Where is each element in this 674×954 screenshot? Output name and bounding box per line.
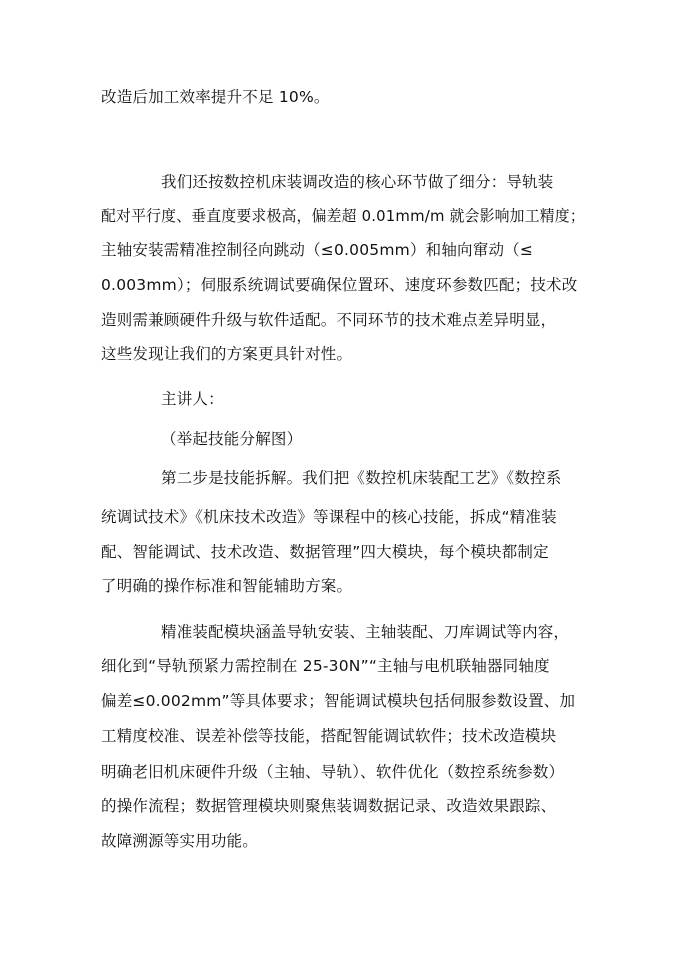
stage-direction: （举起技能分解图） bbox=[161, 430, 303, 448]
paragraph-6-line-2: 细化到“导轨预紧力需控制在 25-30N”“主轴与电机联轴器同轴度 bbox=[101, 657, 550, 675]
paragraph-2-line-4: 0.003mm）；伺服系统调试要确保位置环、速度环参数匹配；技术改 bbox=[101, 276, 578, 294]
paragraph-6-line-7: 故障溯源等实用功能。 bbox=[101, 832, 259, 850]
paragraph-5-line-1: 第二步是技能拆解。我们把《数控机床装配工艺》《数控系 bbox=[161, 469, 562, 487]
paragraph-6-line-3: 偏差≤0.002mm”等具体要求；智能调试模块包括伺服参数设置、加 bbox=[101, 692, 576, 710]
paragraph-2-line-6: 这些发现让我们的方案更具针对性。 bbox=[101, 345, 353, 363]
paragraph-6-line-4: 工精度校准、误差补偿等技能，搭配智能调试软件；技术改造模块 bbox=[101, 727, 557, 745]
speaker-label: 主讲人： bbox=[161, 390, 224, 408]
paragraph-1-line-1: 改造后加工效率提升不足 10%。 bbox=[101, 88, 330, 106]
paragraph-5-line-4: 了明确的操作标准和智能辅助方案。 bbox=[101, 577, 353, 595]
paragraph-5-line-3: 配、智能调试、技术改造、数据管理”四大模块，每个模块都制定 bbox=[101, 543, 549, 561]
paragraph-6-line-6: 的操作流程；数据管理模块则聚焦装调数据记录、改造效果跟踪、 bbox=[101, 797, 557, 815]
paragraph-6-line-1: 精准装配模块涵盖导轨安装、主轴装配、刀库调试等内容， bbox=[161, 623, 570, 641]
paragraph-2-line-5: 造则需兼顾硬件升级与软件适配。不同环节的技术难点差异明显， bbox=[101, 311, 557, 329]
paragraph-2-line-2: 配对平行度、垂直度要求极高，偏差超 0.01mm/m 就会影响加工精度； bbox=[101, 207, 585, 225]
paragraph-2-line-3: 主轴安装需精准控制径向跳动（≤0.005mm）和轴向窜动（≤ bbox=[101, 241, 534, 259]
paragraph-5-line-2: 统调试技术》《机床技术改造》等课程中的核心技能，拆成“精准装 bbox=[101, 508, 557, 526]
paragraph-2-line-1: 我们还按数控机床装调改造的核心环节做了细分：导轨装 bbox=[161, 173, 554, 191]
paragraph-6-line-5: 明确老旧机床硬件升级（主轴、导轨）、软件优化（数控系统参数） bbox=[101, 763, 565, 781]
